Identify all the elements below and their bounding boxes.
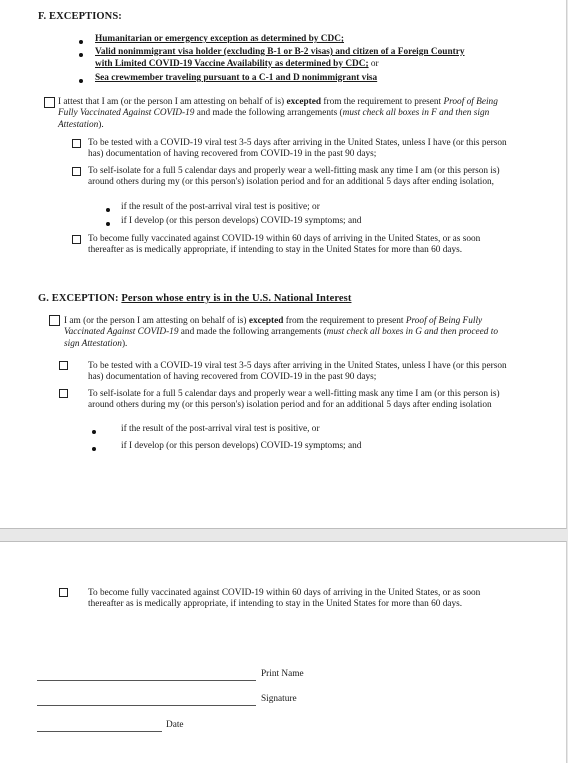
exception-visa-line1: Valid nonimmigrant visa holder (excluding B-1 or B-2 visas) and citizen of a Foreign Country xyxy=(95,47,465,57)
bullet-dot xyxy=(106,208,110,212)
print-name-line[interactable] xyxy=(37,680,256,681)
f-sub-positive: if the result of the post-arrival viral test is positive; or xyxy=(121,202,320,212)
bullet-dot xyxy=(106,222,110,226)
attest-f-checkbox[interactable] xyxy=(44,97,55,108)
f-test-text: To be tested with a COVID-19 viral test 3-5 days after arriving in the United States, unless I have (or this person has) documentation of having recovered from COVID-19 in the past 90 days; xyxy=(88,138,507,160)
bullet-dot xyxy=(92,447,96,451)
f-test-checkbox[interactable] xyxy=(72,139,81,148)
g-sub-symptoms: if I develop (or this person develops) COVID-19 symptoms; and xyxy=(121,441,362,451)
g-test-checkbox[interactable] xyxy=(59,361,68,370)
f-isolate-checkbox[interactable] xyxy=(72,167,81,176)
document-page-2 xyxy=(0,541,567,763)
print-name-label: Print Name xyxy=(261,669,304,679)
exception-visa-line2: with Limited COVID-19 Vaccine Availability as determined by CDC; or xyxy=(95,59,379,69)
bullet-dot xyxy=(92,430,96,434)
exception-humanitarian: Humanitarian or emergency exception as determined by CDC; xyxy=(95,34,345,44)
exception-sea-crew: Sea crewmember traveling pursuant to a C-1 and D nonimmigrant visa xyxy=(95,73,378,83)
section-g-heading: G. EXCEPTION: Person whose entry is in the U.S. National Interest xyxy=(38,293,352,304)
bullet-dot xyxy=(79,79,83,83)
signature-line[interactable] xyxy=(37,705,256,706)
date-label: Date xyxy=(166,720,184,730)
f-vaccinate-checkbox[interactable] xyxy=(72,235,81,244)
bullet-dot xyxy=(79,53,83,57)
g-vaccinate-checkbox[interactable] xyxy=(59,588,68,597)
g-vaccinate-text: To become fully vaccinated against COVID-19 within 60 days of arriving in the United States, or as soon thereafter as is medically appropriate, if intending to stay in the United States for more than 60 days. xyxy=(88,588,481,610)
f-vaccinate-text: To become fully vaccinated against COVID-19 within 60 days of arriving in the United States, or as soon thereafter as is medically appropriate, if intending to stay in the United States for more than 60 days. xyxy=(88,234,481,256)
section-f-heading: F. EXCEPTIONS: xyxy=(38,11,122,22)
g-isolate-checkbox[interactable] xyxy=(59,389,68,398)
bullet-dot xyxy=(79,40,83,44)
attest-g-checkbox[interactable] xyxy=(49,315,60,326)
attest-g-text: I am (or the person I am attesting on behalf of is) excepted from the requirement to present Proof of Being Fully Vaccinated Against COVID-19 and made the following arrangements (must check all boxes in G and then proceed to sign Attestation). xyxy=(64,316,499,349)
attest-f-text: I attest that I am (or the person I am attesting on behalf of is) excepted from the requirement to present Proof of Being Fully Vaccinated Against COVID-19 and made the following arrangements (must check all boxes in F and then sign Attestation). xyxy=(58,97,498,130)
f-isolate-text: To self-isolate for a full 5 calendar days and properly wear a well-fitting mask any time I am (or this person is) around others during my (or this person's) isolation period and for an additional 5 days after ending isolation, xyxy=(88,166,500,188)
date-line[interactable] xyxy=(37,731,162,732)
f-sub-symptoms: if I develop (or this person develops) COVID-19 symptoms; and xyxy=(121,216,362,226)
signature-label: Signature xyxy=(261,694,297,704)
g-isolate-text: To self-isolate for a full 5 calendar days and properly wear a well-fitting mask any time I am (or this person is) around others during my (or this person's) isolation period and for an additional 5 days after ending isolation xyxy=(88,389,500,411)
g-sub-positive: if the result of the post-arrival viral test is positive, or xyxy=(121,424,320,434)
g-test-text: To be tested with a COVID-19 viral test 3-5 days after arriving in the United States, unless I have (or this person has) documentation of having recovered from COVID-19 in the past 90 days; xyxy=(88,361,507,383)
